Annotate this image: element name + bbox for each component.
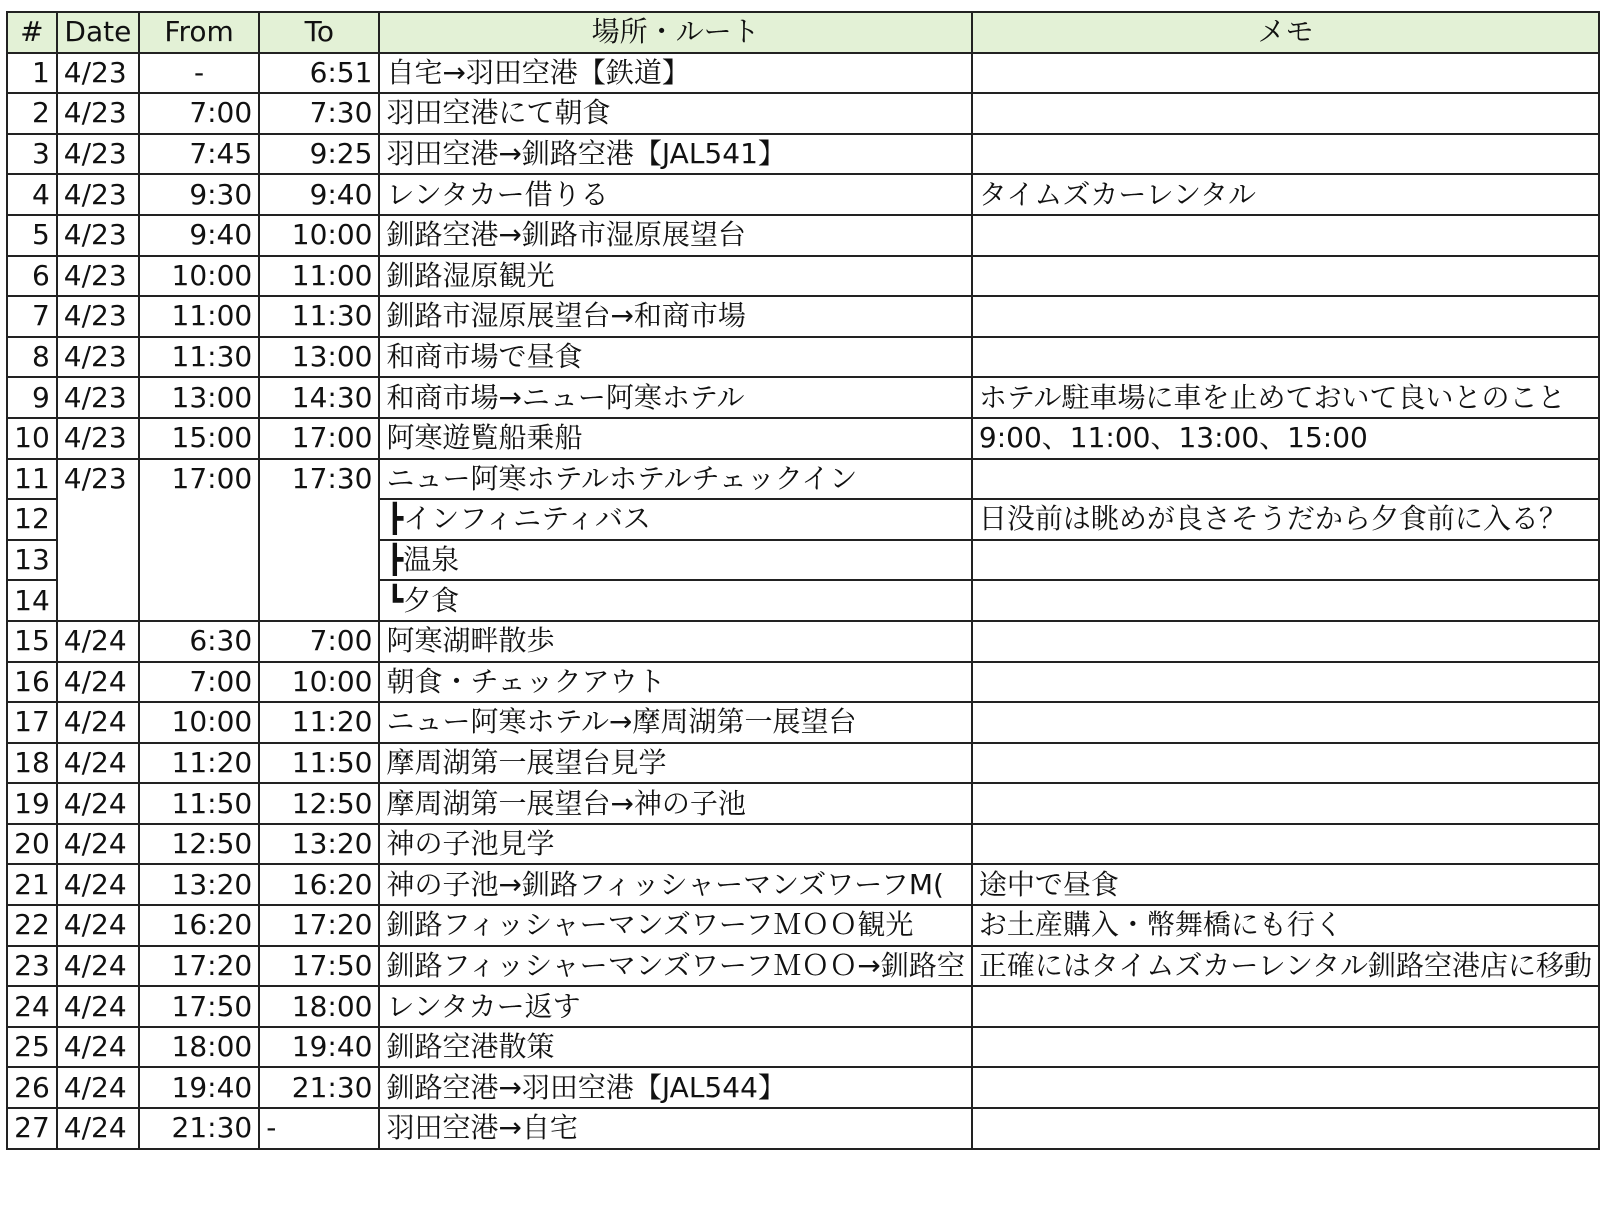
cell-from[interactable]: 11:00 <box>139 296 259 337</box>
cell-date[interactable]: 4/23 <box>57 215 139 256</box>
cell-route[interactable]: 釧路空港散策 <box>379 1027 971 1068</box>
cell-to[interactable]: 7:30 <box>259 93 379 134</box>
cell-date[interactable] <box>57 580 139 621</box>
cell-memo[interactable] <box>972 580 1599 621</box>
cell-memo[interactable] <box>972 621 1599 662</box>
cell-route[interactable]: ┣インフィニティバス <box>379 499 971 540</box>
cell-from[interactable]: 21:30 <box>139 1108 259 1149</box>
cell-memo[interactable] <box>972 1067 1599 1108</box>
cell-route[interactable]: 羽田空港にて朝食 <box>379 93 971 134</box>
cell-to[interactable]: 9:25 <box>259 134 379 175</box>
cell-from[interactable] <box>139 580 259 621</box>
cell-date[interactable]: 4/24 <box>57 743 139 784</box>
cell-memo[interactable]: 9:00、11:00、13:00、15:00 <box>972 418 1599 459</box>
cell-memo[interactable] <box>972 93 1599 134</box>
cell-memo[interactable] <box>972 296 1599 337</box>
cell-from[interactable]: 10:00 <box>139 256 259 297</box>
header-num[interactable]: # <box>7 12 57 53</box>
cell-date[interactable]: 4/23 <box>57 134 139 175</box>
cell-memo[interactable] <box>972 53 1599 94</box>
cell-memo[interactable] <box>972 1027 1599 1068</box>
table-row <box>7 946 1599 987</box>
cell-date[interactable]: 4/24 <box>57 662 139 703</box>
cell-route[interactable]: 自宅→羽田空港【鉄道】 <box>379 53 971 94</box>
cell-from[interactable]: 17:00 <box>139 459 259 500</box>
cell-date[interactable]: 4/23 <box>57 296 139 337</box>
cell-route[interactable]: 阿寒遊覧船乗船 <box>379 418 971 459</box>
cell-route[interactable]: 釧路空港→羽田空港【JAL544】 <box>379 1067 971 1108</box>
cell-from[interactable]: 15:00 <box>139 418 259 459</box>
table-row <box>7 296 1599 337</box>
cell-from[interactable]: 16:20 <box>139 905 259 946</box>
cell-date[interactable]: 4/24 <box>57 864 139 905</box>
header-row <box>7 12 1599 53</box>
cell-date[interactable]: 4/23 <box>57 459 139 500</box>
cell-from[interactable]: 10:00 <box>139 702 259 743</box>
cell-route[interactable]: 釧路フィッシャーマンズワーフＭＯＯ→釧路空 <box>379 946 971 987</box>
table-row <box>7 418 1599 459</box>
header-to[interactable]: To <box>259 12 379 53</box>
table-row <box>7 702 1599 743</box>
cell-route[interactable]: 和商市場で昼食 <box>379 337 971 378</box>
cell-num[interactable]: 20 <box>7 824 57 865</box>
cell-num[interactable]: 23 <box>7 946 57 987</box>
cell-to[interactable]: 13:00 <box>259 337 379 378</box>
cell-from[interactable]: 17:50 <box>139 986 259 1027</box>
cell-from[interactable]: 17:20 <box>139 946 259 987</box>
table-row <box>7 134 1599 175</box>
cell-to[interactable]: 10:00 <box>259 662 379 703</box>
cell-memo[interactable] <box>972 215 1599 256</box>
cell-date[interactable]: 4/23 <box>57 174 139 215</box>
cell-memo[interactable]: 日没前は眺めが良さそうだから夕食前に入る？ <box>972 499 1599 540</box>
cell-num[interactable]: 2 <box>7 93 57 134</box>
cell-from[interactable] <box>139 540 259 581</box>
cell-route[interactable]: 釧路市湿原展望台→和商市場 <box>379 296 971 337</box>
cell-route[interactable]: 阿寒湖畔散歩 <box>379 621 971 662</box>
table-row <box>7 53 1599 94</box>
cell-to[interactable]: 19:40 <box>259 1027 379 1068</box>
cell-route[interactable]: 神の子池→釧路フィッシャーマンズワーフM( <box>379 864 971 905</box>
cell-num[interactable]: 11 <box>7 459 57 500</box>
cell-route[interactable]: 釧路フィッシャーマンズワーフＭＯＯ観光 <box>379 905 971 946</box>
cell-memo[interactable] <box>972 824 1599 865</box>
header-memo[interactable]: メモ <box>972 12 1599 53</box>
cell-memo[interactable]: 途中で昼食 <box>972 864 1599 905</box>
cell-route[interactable]: 釧路湿原観光 <box>379 256 971 297</box>
cell-route[interactable]: ┣温泉 <box>379 540 971 581</box>
cell-to[interactable]: 11:20 <box>259 702 379 743</box>
cell-to[interactable]: 11:30 <box>259 296 379 337</box>
cell-num[interactable]: 7 <box>7 296 57 337</box>
cell-num[interactable]: 4 <box>7 174 57 215</box>
cell-route[interactable]: 摩周湖第一展望台→神の子池 <box>379 783 971 824</box>
table-row <box>7 783 1599 824</box>
cell-num[interactable]: 3 <box>7 134 57 175</box>
cell-num[interactable]: 15 <box>7 621 57 662</box>
cell-num[interactable]: 6 <box>7 256 57 297</box>
cell-date[interactable]: 4/24 <box>57 783 139 824</box>
cell-memo[interactable] <box>972 986 1599 1027</box>
cell-route[interactable]: 神の子池見学 <box>379 824 971 865</box>
cell-num[interactable]: 26 <box>7 1067 57 1108</box>
cell-date[interactable]: 4/23 <box>57 53 139 94</box>
cell-from[interactable]: 11:20 <box>139 743 259 784</box>
cell-to[interactable] <box>259 540 379 581</box>
cell-date[interactable]: 4/24 <box>57 1108 139 1149</box>
cell-route[interactable]: ニュー阿寒ホテル→摩周湖第一展望台 <box>379 702 971 743</box>
cell-route[interactable]: 羽田空港→自宅 <box>379 1108 971 1149</box>
cell-memo[interactable] <box>972 540 1599 581</box>
cell-from[interactable]: 7:00 <box>139 662 259 703</box>
cell-date[interactable]: 4/23 <box>57 337 139 378</box>
table-row <box>7 499 1599 540</box>
table-row <box>7 986 1599 1027</box>
table-row <box>7 174 1599 215</box>
cell-from[interactable]: 7:45 <box>139 134 259 175</box>
cell-num[interactable]: 18 <box>7 743 57 784</box>
cell-to[interactable]: 7:00 <box>259 621 379 662</box>
cell-memo[interactable] <box>972 134 1599 175</box>
cell-from[interactable]: 9:30 <box>139 174 259 215</box>
cell-route[interactable]: レンタカー借りる <box>379 174 971 215</box>
cell-date[interactable]: 4/23 <box>57 377 139 418</box>
cell-from[interactable]: 18:00 <box>139 1027 259 1068</box>
cell-date[interactable]: 4/23 <box>57 93 139 134</box>
cell-route[interactable]: 摩周湖第一展望台見学 <box>379 743 971 784</box>
cell-to[interactable]: 18:00 <box>259 986 379 1027</box>
cell-date[interactable]: 4/24 <box>57 1027 139 1068</box>
table-row <box>7 743 1599 784</box>
cell-memo[interactable] <box>972 702 1599 743</box>
cell-from[interactable]: 6:30 <box>139 621 259 662</box>
cell-memo[interactable] <box>972 256 1599 297</box>
cell-to[interactable]: 13:20 <box>259 824 379 865</box>
cell-date[interactable]: 4/23 <box>57 418 139 459</box>
table-row <box>7 337 1599 378</box>
table-row <box>7 377 1599 418</box>
cell-date[interactable]: 4/24 <box>57 905 139 946</box>
cell-route[interactable]: ニュー阿寒ホテルホテルチェックイン <box>379 459 971 500</box>
table-row <box>7 824 1599 865</box>
cell-to[interactable]: 21:30 <box>259 1067 379 1108</box>
cell-memo[interactable] <box>972 1108 1599 1149</box>
cell-memo[interactable]: タイムズカーレンタル <box>972 174 1599 215</box>
table-row <box>7 864 1599 905</box>
cell-from[interactable]: 11:30 <box>139 337 259 378</box>
cell-route[interactable]: 和商市場→ニュー阿寒ホテル <box>379 377 971 418</box>
cell-to[interactable]: 12:50 <box>259 783 379 824</box>
cell-route[interactable]: ┗夕食 <box>379 580 971 621</box>
cell-memo[interactable] <box>972 743 1599 784</box>
cell-route[interactable]: 朝食・チェックアウト <box>379 662 971 703</box>
cell-num[interactable]: 5 <box>7 215 57 256</box>
cell-num[interactable]: 13 <box>7 540 57 581</box>
cell-memo[interactable]: ホテル駐車場に車を止めておいて良いとのこと <box>972 377 1599 418</box>
cell-to[interactable] <box>259 580 379 621</box>
cell-memo[interactable] <box>972 662 1599 703</box>
table-row <box>7 540 1599 581</box>
cell-route[interactable]: 釧路空港→釧路市湿原展望台 <box>379 215 971 256</box>
cell-num[interactable]: 17 <box>7 702 57 743</box>
cell-to[interactable]: 16:20 <box>259 864 379 905</box>
cell-from[interactable] <box>139 499 259 540</box>
cell-num[interactable]: 1 <box>7 53 57 94</box>
table-row <box>7 621 1599 662</box>
cell-num[interactable]: 25 <box>7 1027 57 1068</box>
cell-num[interactable]: 19 <box>7 783 57 824</box>
cell-num[interactable]: 27 <box>7 1108 57 1149</box>
cell-from[interactable]: 12:50 <box>139 824 259 865</box>
cell-date[interactable]: 4/24 <box>57 986 139 1027</box>
cell-from[interactable]: 7:00 <box>139 93 259 134</box>
header-from[interactable]: From <box>139 12 259 53</box>
cell-from[interactable]: 19:40 <box>139 1067 259 1108</box>
cell-from[interactable]: 11:50 <box>139 783 259 824</box>
table-row <box>7 459 1599 500</box>
table-row <box>7 1027 1599 1068</box>
cell-memo[interactable]: 正確にはタイムズカーレンタル釧路空港店に移動 <box>972 946 1599 987</box>
table-row <box>7 905 1599 946</box>
cell-to[interactable]: 17:30 <box>259 459 379 500</box>
cell-memo[interactable]: お土産購入・幣舞橋にも行く <box>972 905 1599 946</box>
cell-num[interactable]: 16 <box>7 662 57 703</box>
cell-date[interactable]: 4/24 <box>57 824 139 865</box>
table-row <box>7 1067 1599 1108</box>
header-route[interactable]: 場所・ルート <box>379 12 971 53</box>
cell-date[interactable] <box>57 540 139 581</box>
table-row <box>7 662 1599 703</box>
cell-route[interactable]: 羽田空港→釧路空港【JAL541】 <box>379 134 971 175</box>
cell-to[interactable]: 17:20 <box>259 905 379 946</box>
table-row <box>7 256 1599 297</box>
cell-num[interactable]: 10 <box>7 418 57 459</box>
table-row <box>7 580 1599 621</box>
table-row <box>7 1108 1599 1149</box>
cell-memo[interactable] <box>972 459 1599 500</box>
cell-to[interactable]: 11:50 <box>259 743 379 784</box>
cell-memo[interactable] <box>972 337 1599 378</box>
cell-to[interactable]: 9:40 <box>259 174 379 215</box>
itinerary-table <box>6 11 1600 1150</box>
cell-num[interactable]: 12 <box>7 499 57 540</box>
cell-to[interactable]: 6:51 <box>259 53 379 94</box>
cell-from[interactable]: 13:00 <box>139 377 259 418</box>
header-date[interactable]: Date <box>57 12 139 53</box>
table-body <box>7 53 1599 1149</box>
cell-num[interactable]: 24 <box>7 986 57 1027</box>
cell-to[interactable]: 10:00 <box>259 215 379 256</box>
cell-to[interactable] <box>259 499 379 540</box>
cell-date[interactable]: 4/24 <box>57 1067 139 1108</box>
cell-route[interactable]: レンタカー返す <box>379 986 971 1027</box>
cell-from[interactable]: 13:20 <box>139 864 259 905</box>
cell-to[interactable]: - <box>259 1108 379 1149</box>
cell-date[interactable]: 4/24 <box>57 946 139 987</box>
cell-date[interactable]: 4/24 <box>57 621 139 662</box>
table-row <box>7 93 1599 134</box>
cell-date[interactable]: 4/23 <box>57 256 139 297</box>
cell-to[interactable]: 11:00 <box>259 256 379 297</box>
cell-date[interactable]: 4/24 <box>57 702 139 743</box>
cell-num[interactable]: 22 <box>7 905 57 946</box>
cell-num[interactable]: 21 <box>7 864 57 905</box>
table-row <box>7 215 1599 256</box>
cell-num[interactable]: 8 <box>7 337 57 378</box>
cell-memo[interactable] <box>972 783 1599 824</box>
cell-from[interactable]: 9:40 <box>139 215 259 256</box>
cell-to[interactable]: 14:30 <box>259 377 379 418</box>
cell-to[interactable]: 17:00 <box>259 418 379 459</box>
cell-num[interactable]: 9 <box>7 377 57 418</box>
cell-to[interactable]: 17:50 <box>259 946 379 987</box>
cell-num[interactable]: 14 <box>7 580 57 621</box>
cell-date[interactable] <box>57 499 139 540</box>
cell-from[interactable]: - <box>139 53 259 94</box>
